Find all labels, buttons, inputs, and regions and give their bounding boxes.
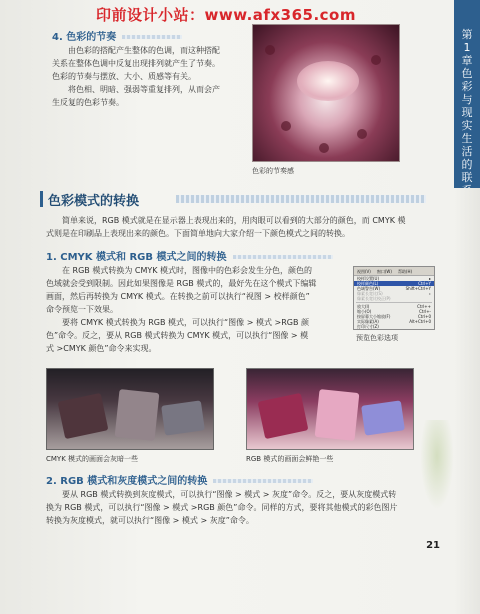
menu-caption: 预览色彩选项 — [356, 334, 398, 342]
decor-dot — [265, 45, 275, 55]
decor-dot — [319, 143, 329, 153]
cmyk-photo-caption: CMYK 模式的画面会灰暗一些 — [46, 455, 139, 463]
intro-body — [46, 214, 438, 240]
menu-item — [354, 296, 434, 301]
color-rhythm-photo — [252, 24, 400, 162]
text-line: 要将 CMYK 模式转换为 RGB 模式，可以执行“图像 > 模式 >RGB 颜 — [62, 318, 310, 327]
section-2-body — [46, 488, 438, 527]
decor-dot — [281, 121, 291, 131]
watermark-text: 印前设计小站：www.afx365.com — [96, 6, 356, 24]
menu-item-shortcut: Ctrl++ — [417, 304, 431, 309]
menu-item-label: 放大(I) — [357, 304, 370, 309]
menu-bar-item: 窗口(W) — [376, 269, 392, 274]
menu-item-label: 校样设置(U) — [357, 276, 380, 281]
menu-item-label: 实际像素(A) — [357, 319, 379, 324]
cmyk-photo — [46, 368, 214, 450]
heading-stripe — [233, 255, 333, 259]
menu-item-label: 校样颜色(L) — [357, 281, 379, 286]
heading-stripe — [176, 195, 426, 203]
side-tab-char: 1 — [463, 41, 471, 54]
photo-1-caption: 色彩的节奏感 — [252, 167, 294, 175]
menu-item-shortcut: Ctrl+0 — [417, 314, 431, 319]
side-tab-char: 实 — [461, 119, 473, 132]
text-line: 色”命令。反之，要从 RGB 模式转换为 CMYK 模式，可以执行“图像 > 模 — [46, 331, 309, 340]
text-line: 转换为灰度模式，就可以执行“图像 > 模式 > 灰度”命令。 — [46, 516, 254, 525]
photo-object — [161, 400, 205, 435]
menu-item — [354, 324, 434, 329]
section-1-body — [46, 264, 348, 355]
text-line: 简单来说，RGB 模式就是在显示器上表现出来的，用肉眼可以看到的大部分的颜色，而 CMYK 模 — [62, 216, 406, 225]
heading-stripe — [122, 35, 182, 39]
section-1-heading-text: 1. CMYK 模式和 RGB 模式之间的转换 — [46, 252, 227, 263]
menu-item-label: 打印尺寸(Z) — [357, 324, 379, 329]
menu-item-shortcut: Ctrl+Y — [418, 281, 431, 286]
photo-object — [361, 400, 405, 435]
menu-separator — [356, 302, 432, 303]
text-line: 生反复的色彩节奏。 — [52, 98, 124, 107]
side-tab-char: 活 — [461, 145, 473, 158]
menu-item-label: 像素长宽比(S) — [357, 291, 383, 296]
menu-item-label: 缩小(O) — [357, 309, 372, 314]
menu-item-shortcut: Shift+Ctrl+Y — [405, 286, 431, 291]
rgb-photo-caption: RGB 模式的画面会鲜艳一些 — [246, 455, 334, 463]
side-tab-char: 与 — [461, 93, 473, 106]
view-menu-screenshot — [353, 266, 435, 330]
menu-item-label: 按屏幕大小缩放(F) — [357, 314, 391, 319]
photo-object — [315, 389, 360, 441]
text-line: 色彩的节奏与摆放、大小、质感等有关。 — [52, 72, 196, 81]
menu-bar — [354, 267, 434, 276]
text-line: 色域就会受到限制。因此如果图像是 RGB 模式的，最好先在这个模式下编辑 — [46, 279, 317, 288]
menu-bar-item: 视图(V) — [357, 269, 371, 274]
text-line: 画面，然后再转换为 CMYK 模式。在转换之前可以执行“视图 > 校样颜色” — [46, 292, 310, 301]
side-tab-char: 生 — [461, 132, 473, 145]
side-tab-char: 联 — [461, 171, 473, 184]
text-line: 式则是在印刷品上表现出来的颜色。下面简单地向大家介绍一下颜色模式之间的转换。 — [46, 229, 350, 238]
menu-item-shortcut: ▸ — [428, 276, 431, 281]
text-line: 命令预览一下效果。 — [46, 305, 118, 314]
side-tab-char: 章 — [461, 54, 473, 67]
section-4-heading-text: 4. 色彩的节奏 — [52, 32, 117, 43]
page-number: 21 — [426, 540, 440, 551]
section-1-heading — [46, 248, 333, 263]
decor-dot — [371, 55, 381, 65]
photo-object — [258, 393, 309, 439]
decor-dot — [357, 129, 367, 139]
photo-object — [58, 393, 109, 439]
heading-stripe — [213, 479, 313, 483]
heading-marker — [40, 191, 43, 207]
menu-item-shortcut: Ctrl+- — [419, 309, 431, 314]
menu-item-label: 像素长宽比校正(P) — [357, 296, 391, 301]
leaf-decoration — [420, 420, 454, 510]
side-tab-char: 彩 — [461, 80, 473, 93]
menu-item-shortcut: ▸ — [428, 291, 431, 296]
section-2-heading — [46, 472, 313, 487]
text-line: 关系在整体色调中反复出现排列就产生了节奏。 — [52, 59, 220, 68]
rgb-photo — [246, 368, 414, 450]
chapter-side-tab — [454, 0, 480, 188]
section-4-heading — [52, 28, 182, 43]
menu-item-label: 色域警告(W) — [357, 286, 381, 291]
text-line: 由色彩的搭配产生整体的色调，而这种搭配 — [68, 46, 220, 55]
text-line: 将色相、明暗、强弱等重复排列，从而会产 — [68, 85, 220, 94]
section-4-body — [52, 44, 244, 109]
text-line: 换为 RGB 模式，可以执行“图像 > 模式 >RGB 颜色”命令。同样的方式，要将其他模式的彩色图片 — [46, 503, 398, 512]
side-tab-char: 第 — [461, 28, 473, 41]
section-2-heading-text: 2. RGB 模式和灰度模式之间的转换 — [46, 476, 208, 487]
menu-item-shortcut: Alt+Ctrl+0 — [409, 319, 431, 324]
text-line: 要从 RGB 模式转换到灰度模式，可以执行“图像 > 模式 > 灰度”命令。反之，要从灰度模式转 — [62, 490, 397, 499]
lamp-glow — [297, 61, 359, 101]
side-tab-char: 现 — [461, 106, 473, 119]
side-tab-char: 色 — [461, 67, 473, 80]
photo-object — [115, 389, 160, 441]
main-heading-text: 色彩模式的转换 — [48, 194, 140, 209]
text-line: 在 RGB 模式转换为 CMYK 模式时，图像中的色彩会发生分色，颜色的 — [62, 266, 313, 275]
side-strip — [454, 188, 480, 614]
main-heading — [36, 190, 426, 208]
menu-bar-item: 帮助(H) — [397, 269, 413, 274]
text-line: 式 >CMYK 颜色”命令来实现。 — [46, 344, 157, 353]
side-tab-char: 的 — [461, 158, 473, 171]
